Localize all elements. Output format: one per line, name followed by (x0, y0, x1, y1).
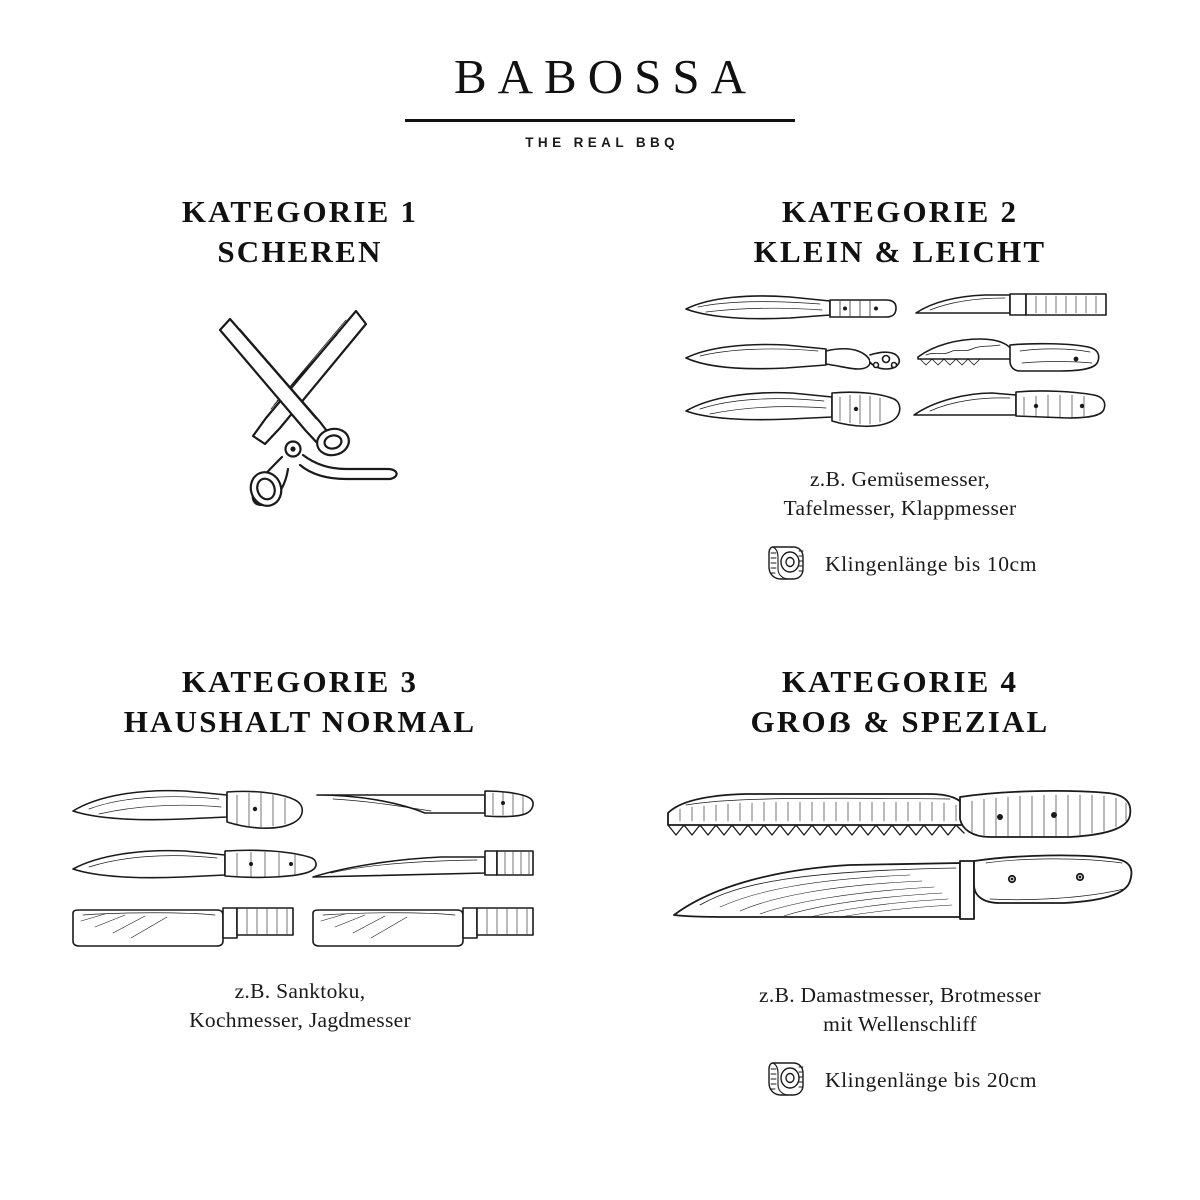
category-2-title (754, 192, 1047, 271)
measuring-tape-icon (763, 1057, 809, 1103)
category-4-blade-length-row (763, 1057, 1037, 1103)
category-4-description-line2: mit Wellenschliff (823, 1012, 977, 1037)
category-1-title (182, 192, 418, 271)
category-4-title (751, 662, 1050, 741)
measuring-tape-icon (763, 541, 809, 587)
category-card-3 (0, 662, 600, 1132)
category-2-description (784, 465, 1017, 523)
category-1-title-line1: KATEGORIE 1 (181, 194, 419, 229)
two-large-knives-illustration (660, 775, 1140, 955)
category-card-2 (600, 192, 1200, 662)
category-3-title (124, 662, 477, 741)
six-household-knives-illustration (65, 781, 535, 951)
category-4-title-line2: GROẞ & SPEZIAL (750, 703, 1050, 739)
category-4-title-line1: KATEGORIE 4 (781, 664, 1019, 699)
category-2-description-line1: z.B. Gemüsemesser, (809, 467, 991, 492)
page-header (0, 0, 1200, 150)
category-card-1 (0, 192, 600, 662)
scissors-illustration (170, 297, 430, 507)
category-card-4 (600, 662, 1200, 1132)
category-2-blade-length-row (763, 541, 1037, 587)
category-3-title-line1: KATEGORIE 3 (181, 664, 419, 699)
brand-tagline: THE REAL BBQ (525, 135, 680, 150)
brand-title: BABOSSA (453, 49, 758, 104)
category-3-title-line2: HAUSHALT NORMAL (123, 703, 477, 739)
category-4-description (759, 981, 1041, 1039)
six-small-knives-illustration (680, 285, 1120, 445)
category-2-description-line2: Tafelmesser, Klappmesser (783, 496, 1017, 521)
category-2-blade-length: Klingenlänge bis 10cm (824, 551, 1038, 576)
brand-divider (405, 119, 795, 122)
category-grid (0, 192, 1200, 1132)
category-3-description (189, 977, 411, 1035)
category-4-blade-length: Klingenlänge bis 20cm (824, 1067, 1038, 1092)
category-1-title-line2: SCHEREN (217, 233, 383, 269)
category-2-title-line2: KLEIN & LEICHT (753, 233, 1047, 269)
category-3-description-line2: Kochmesser, Jagdmesser (189, 1008, 411, 1033)
category-3-description-line1: z.B. Sanktoku, (234, 979, 366, 1004)
category-4-description-line1: z.B. Damastmesser, Brotmesser (759, 983, 1041, 1008)
category-2-title-line1: KATEGORIE 2 (781, 194, 1019, 229)
